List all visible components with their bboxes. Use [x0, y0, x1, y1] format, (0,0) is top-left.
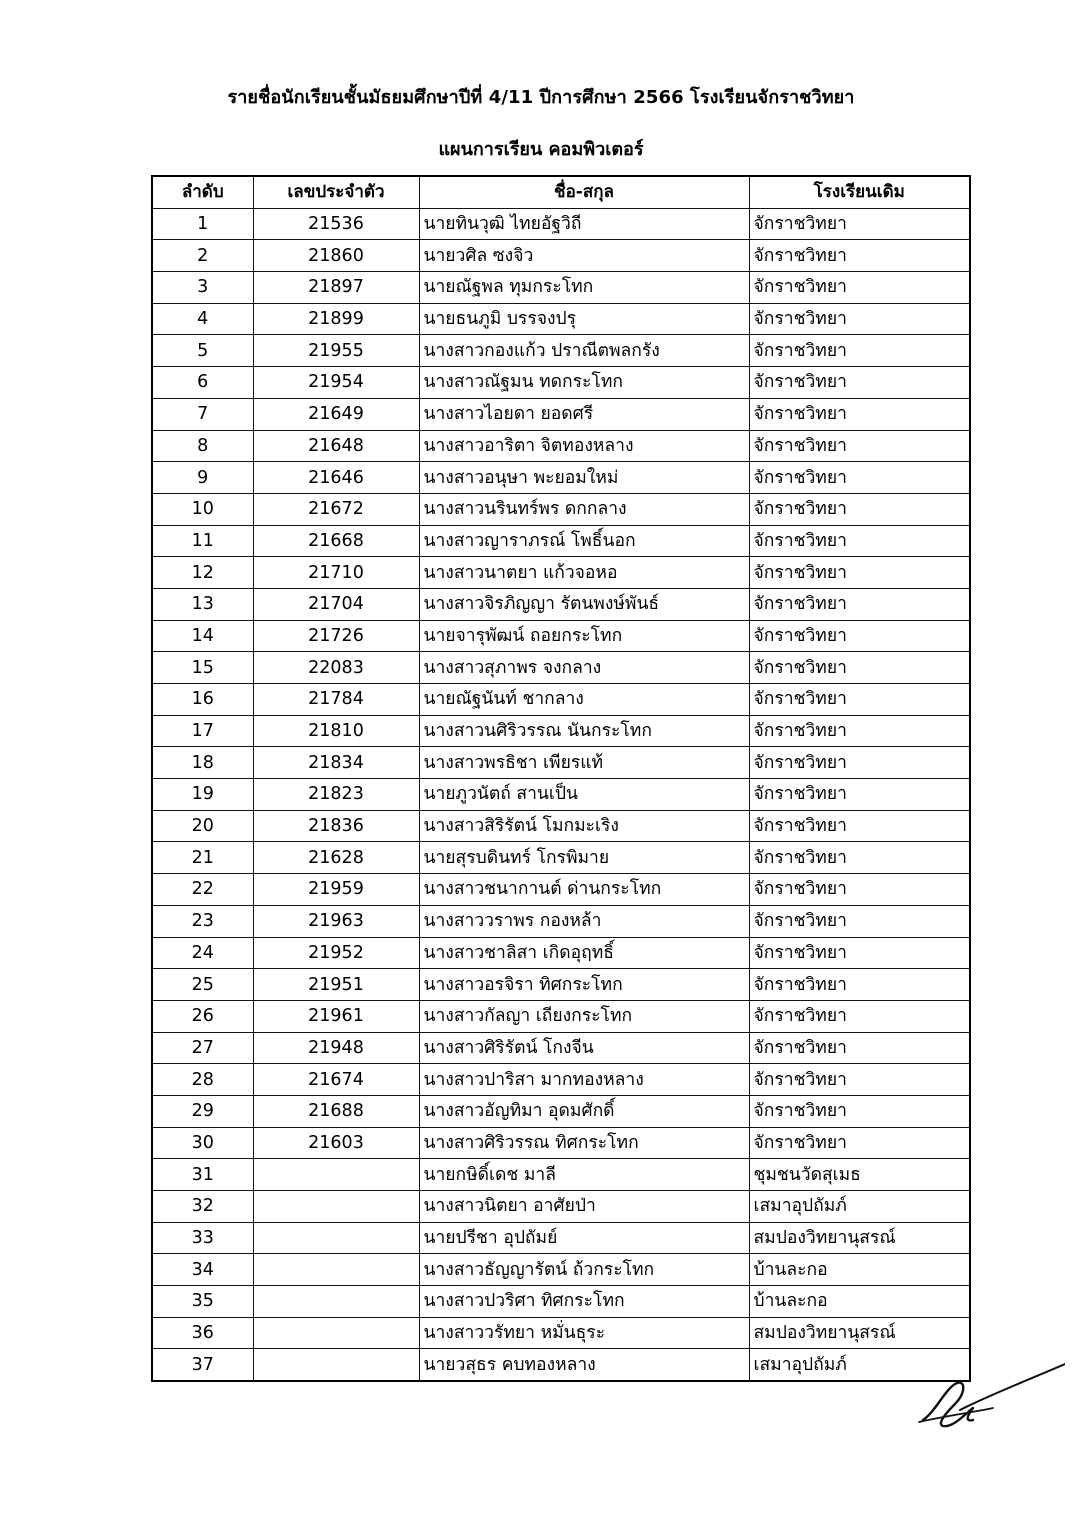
column-header-previous-school: โรงเรียนเดิม [749, 176, 970, 208]
student-name-cell: นางสาวปวริศา ทิศกระโทก [419, 1286, 749, 1318]
student-name-cell: นางสาวนาตยา แก้วจอหอ [419, 557, 749, 589]
table-row [152, 240, 970, 272]
previous-school-cell: จักราชวิทยา [749, 810, 970, 842]
column-header-number: ลำดับ [152, 176, 253, 208]
previous-school-cell: จักราชวิทยา [749, 557, 970, 589]
previous-school-cell: จักราชวิทยา [749, 715, 970, 747]
student-name-cell: นายภูวนัตถ์ สานเป็น [419, 779, 749, 811]
table-row [152, 969, 970, 1001]
table-row [152, 937, 970, 969]
student-name-cell: นางสาวญาราภรณ์ โพธิ์นอก [419, 525, 749, 557]
table-row [152, 1032, 970, 1064]
previous-school-cell: จักราชวิทยา [749, 1127, 970, 1159]
row-number-cell: 35 [152, 1286, 253, 1318]
table-row [152, 367, 970, 399]
previous-school-cell: จักราชวิทยา [749, 588, 970, 620]
student-id-cell: 21836 [253, 810, 419, 842]
student-id-cell: 21954 [253, 367, 419, 399]
previous-school-cell: จักราชวิทยา [749, 620, 970, 652]
row-number-cell: 8 [152, 430, 253, 462]
table-row [152, 620, 970, 652]
row-number-cell: 17 [152, 715, 253, 747]
student-name-cell: นางสาวนรินทร์พร ดกกลาง [419, 493, 749, 525]
signature-icon [915, 1352, 1065, 1432]
row-number-cell: 28 [152, 1064, 253, 1096]
student-name-cell: นางสาวพรธิชา เพียรแท้ [419, 747, 749, 779]
row-number-cell: 33 [152, 1222, 253, 1254]
previous-school-cell: จักราชวิทยา [749, 208, 970, 240]
table-row [152, 525, 970, 557]
table-row [152, 715, 970, 747]
table-row [152, 810, 970, 842]
row-number-cell: 12 [152, 557, 253, 589]
previous-school-cell: จักราชวิทยา [749, 462, 970, 494]
table-row [152, 335, 970, 367]
row-number-cell: 29 [152, 1095, 253, 1127]
student-name-cell: นางสาวกองแก้ว ปราณีตพลกรัง [419, 335, 749, 367]
previous-school-cell: สมปองวิทยานุสรณ์ [749, 1222, 970, 1254]
student-id-cell: 21704 [253, 588, 419, 620]
student-id-cell [253, 1191, 419, 1223]
row-number-cell: 5 [152, 335, 253, 367]
student-id-cell: 21959 [253, 874, 419, 906]
previous-school-cell: บ้านละกอ [749, 1286, 970, 1318]
student-id-cell: 21688 [253, 1095, 419, 1127]
table-row [152, 905, 970, 937]
student-name-cell: นายณัฐพล ทุมกระโทก [419, 272, 749, 304]
table-row [152, 588, 970, 620]
previous-school-cell: เสมาอุปถัมภ์ [749, 1191, 970, 1223]
table-row [152, 303, 970, 335]
table-row [152, 1317, 970, 1349]
previous-school-cell: สมปองวิทยานุสรณ์ [749, 1317, 970, 1349]
student-id-cell: 21603 [253, 1127, 419, 1159]
previous-school-cell: จักราชวิทยา [749, 240, 970, 272]
student-id-cell: 21823 [253, 779, 419, 811]
student-name-cell: นายจารุพัฒน์ ถอยกระโทก [419, 620, 749, 652]
table-row [152, 1286, 970, 1318]
row-number-cell: 16 [152, 684, 253, 716]
previous-school-cell: จักราชวิทยา [749, 1000, 970, 1032]
previous-school-cell: บ้านละกอ [749, 1254, 970, 1286]
previous-school-cell: จักราชวิทยา [749, 430, 970, 462]
row-number-cell: 27 [152, 1032, 253, 1064]
student-id-cell: 21961 [253, 1000, 419, 1032]
table-row [152, 747, 970, 779]
student-id-cell: 21536 [253, 208, 419, 240]
student-name-cell: นางสาวอรจิรา ทิศกระโทก [419, 969, 749, 1001]
row-number-cell: 15 [152, 652, 253, 684]
student-name-cell: นางสาวชนากานต์ ด่านกระโทก [419, 874, 749, 906]
table-row [152, 1095, 970, 1127]
previous-school-cell: จักราชวิทยา [749, 652, 970, 684]
table-header-row [152, 176, 970, 208]
row-number-cell: 31 [152, 1159, 253, 1191]
student-id-cell [253, 1222, 419, 1254]
student-id-cell: 21948 [253, 1032, 419, 1064]
student-name-cell: นางสาวศิริรัตน์ โกงจีน [419, 1032, 749, 1064]
student-id-cell: 21951 [253, 969, 419, 1001]
table-row [152, 1064, 970, 1096]
student-id-cell [253, 1159, 419, 1191]
student-id-cell [253, 1254, 419, 1286]
student-id-cell: 21897 [253, 272, 419, 304]
table-row [152, 842, 970, 874]
document-title: รายชื่อนักเรียนชั้นมัธยมศึกษาปีที่ 4/11 ปีการศึกษา 2566 โรงเรียนจักราชวิทยา [227, 87, 855, 108]
student-id-cell: 21646 [253, 462, 419, 494]
student-id-cell: 21668 [253, 525, 419, 557]
student-id-cell: 21674 [253, 1064, 419, 1096]
student-name-cell: นางสาววรัทยา หมั่นธุระ [419, 1317, 749, 1349]
row-number-cell: 36 [152, 1317, 253, 1349]
column-header-full-name: ชื่อ-สกุล [419, 176, 749, 208]
student-name-cell: นางสาวธัญญารัตน์ ถ้วกระโทก [419, 1254, 749, 1286]
student-name-cell: นางสาวปาริสา มากทองหลาง [419, 1064, 749, 1096]
student-id-cell: 21726 [253, 620, 419, 652]
student-name-cell: นางสาวสิริรัตน์ โมกมะเริง [419, 810, 749, 842]
previous-school-cell: เสมาอุปถัมภ์ [749, 1349, 970, 1381]
student-name-cell: นางสาวชาลิสา เกิดอุฤทธิ์ [419, 937, 749, 969]
table-row [152, 493, 970, 525]
table-row [152, 208, 970, 240]
previous-school-cell: จักราชวิทยา [749, 842, 970, 874]
previous-school-cell: จักราชวิทยา [749, 874, 970, 906]
table-row [152, 1159, 970, 1191]
table-row [152, 398, 970, 430]
table-row [152, 462, 970, 494]
student-name-cell: นางสาวกัลญา เถียงกระโทก [419, 1000, 749, 1032]
table-row [152, 557, 970, 589]
previous-school-cell: จักราชวิทยา [749, 1032, 970, 1064]
previous-school-cell: จักราชวิทยา [749, 747, 970, 779]
student-name-cell: นางสาวศิริวรรณ ทิศกระโทก [419, 1127, 749, 1159]
row-number-cell: 34 [152, 1254, 253, 1286]
column-header-student-id: เลขประจำตัว [253, 176, 419, 208]
student-name-cell: นางสาวอัญทิมา อุดมศักดิ์ [419, 1095, 749, 1127]
previous-school-cell: จักราชวิทยา [749, 905, 970, 937]
row-number-cell: 14 [152, 620, 253, 652]
student-id-cell: 21710 [253, 557, 419, 589]
student-name-cell: นางสาววราพร กองหล้า [419, 905, 749, 937]
student-name-cell: นายสุรบดินทร์ โกรพิมาย [419, 842, 749, 874]
row-number-cell: 4 [152, 303, 253, 335]
row-number-cell: 10 [152, 493, 253, 525]
student-name-cell: นางสาวนิตยา อาศัยป่า [419, 1191, 749, 1223]
student-id-cell: 21648 [253, 430, 419, 462]
row-number-cell: 2 [152, 240, 253, 272]
student-name-cell: นางสาวณัฐมน ทดกระโทก [419, 367, 749, 399]
student-id-cell: 21784 [253, 684, 419, 716]
row-number-cell: 6 [152, 367, 253, 399]
previous-school-cell: จักราชวิทยา [749, 937, 970, 969]
student-id-cell: 21955 [253, 335, 419, 367]
previous-school-cell: จักราชวิทยา [749, 493, 970, 525]
previous-school-cell: จักราชวิทยา [749, 525, 970, 557]
document-subtitle: แผนการเรียน คอมพิวเตอร์ [438, 139, 644, 160]
student-name-cell: นายวสุธร คบทองหลาง [419, 1349, 749, 1381]
previous-school-cell: จักราชวิทยา [749, 779, 970, 811]
student-name-cell: นายณัฐนันท์ ชากลาง [419, 684, 749, 716]
previous-school-cell: จักราชวิทยา [749, 367, 970, 399]
student-name-cell: นายกษิดิ์เดช มาลี [419, 1159, 749, 1191]
student-name-cell: นางสาวสุภาพร จงกลาง [419, 652, 749, 684]
student-id-cell: 21649 [253, 398, 419, 430]
table-row [152, 779, 970, 811]
previous-school-cell: จักราชวิทยา [749, 1064, 970, 1096]
student-name-cell: นายวศิล ซงจิว [419, 240, 749, 272]
row-number-cell: 9 [152, 462, 253, 494]
student-name-cell: นางสาวไอยดา ยอดศรี [419, 398, 749, 430]
row-number-cell: 11 [152, 525, 253, 557]
previous-school-cell: จักราชวิทยา [749, 272, 970, 304]
table-row [152, 272, 970, 304]
row-number-cell: 32 [152, 1191, 253, 1223]
student-name-cell: นายปรีชา อุปถัมย์ [419, 1222, 749, 1254]
table-row [152, 684, 970, 716]
row-number-cell: 23 [152, 905, 253, 937]
table-row [152, 1222, 970, 1254]
row-number-cell: 3 [152, 272, 253, 304]
student-name-cell: นายทินวุฒิ ไทยอัฐวิถี [419, 208, 749, 240]
previous-school-cell: จักราชวิทยา [749, 303, 970, 335]
table-row [152, 1254, 970, 1286]
student-id-cell: 22083 [253, 652, 419, 684]
row-number-cell: 30 [152, 1127, 253, 1159]
student-id-cell: 21952 [253, 937, 419, 969]
student-name-cell: นางสาวนศิริวรรณ นันกระโทก [419, 715, 749, 747]
row-number-cell: 20 [152, 810, 253, 842]
previous-school-cell: จักราชวิทยา [749, 1095, 970, 1127]
row-number-cell: 22 [152, 874, 253, 906]
table-body [152, 208, 970, 1381]
row-number-cell: 24 [152, 937, 253, 969]
student-id-cell: 21628 [253, 842, 419, 874]
student-id-cell: 21963 [253, 905, 419, 937]
table-row [152, 1349, 970, 1381]
student-name-cell: นางสาวจิรภิญญา รัตนพงษ์พันธ์ [419, 588, 749, 620]
student-roster-table [151, 175, 971, 1382]
previous-school-cell: จักราชวิทยา [749, 684, 970, 716]
row-number-cell: 19 [152, 779, 253, 811]
row-number-cell: 21 [152, 842, 253, 874]
previous-school-cell: ชุมชนวัดสุเมธ [749, 1159, 970, 1191]
student-id-cell: 21810 [253, 715, 419, 747]
table-row [152, 1000, 970, 1032]
table-row [152, 652, 970, 684]
student-id-cell [253, 1286, 419, 1318]
student-id-cell: 21834 [253, 747, 419, 779]
student-name-cell: นางสาวอาริตา จิตทองหลาง [419, 430, 749, 462]
row-number-cell: 7 [152, 398, 253, 430]
table-row [152, 1127, 970, 1159]
previous-school-cell: จักราชวิทยา [749, 969, 970, 1001]
row-number-cell: 37 [152, 1349, 253, 1381]
row-number-cell: 26 [152, 1000, 253, 1032]
student-id-cell [253, 1317, 419, 1349]
table-row [152, 1191, 970, 1223]
row-number-cell: 18 [152, 747, 253, 779]
table-row [152, 874, 970, 906]
row-number-cell: 25 [152, 969, 253, 1001]
student-name-cell: นายธนภูมิ บรรจงปรุ [419, 303, 749, 335]
student-name-cell: นางสาวอนุษา พะยอมใหม่ [419, 462, 749, 494]
student-id-cell: 21899 [253, 303, 419, 335]
student-id-cell: 21860 [253, 240, 419, 272]
row-number-cell: 13 [152, 588, 253, 620]
previous-school-cell: จักราชวิทยา [749, 398, 970, 430]
student-id-cell: 21672 [253, 493, 419, 525]
row-number-cell: 1 [152, 208, 253, 240]
table-row [152, 430, 970, 462]
previous-school-cell: จักราชวิทยา [749, 335, 970, 367]
student-id-cell [253, 1349, 419, 1381]
